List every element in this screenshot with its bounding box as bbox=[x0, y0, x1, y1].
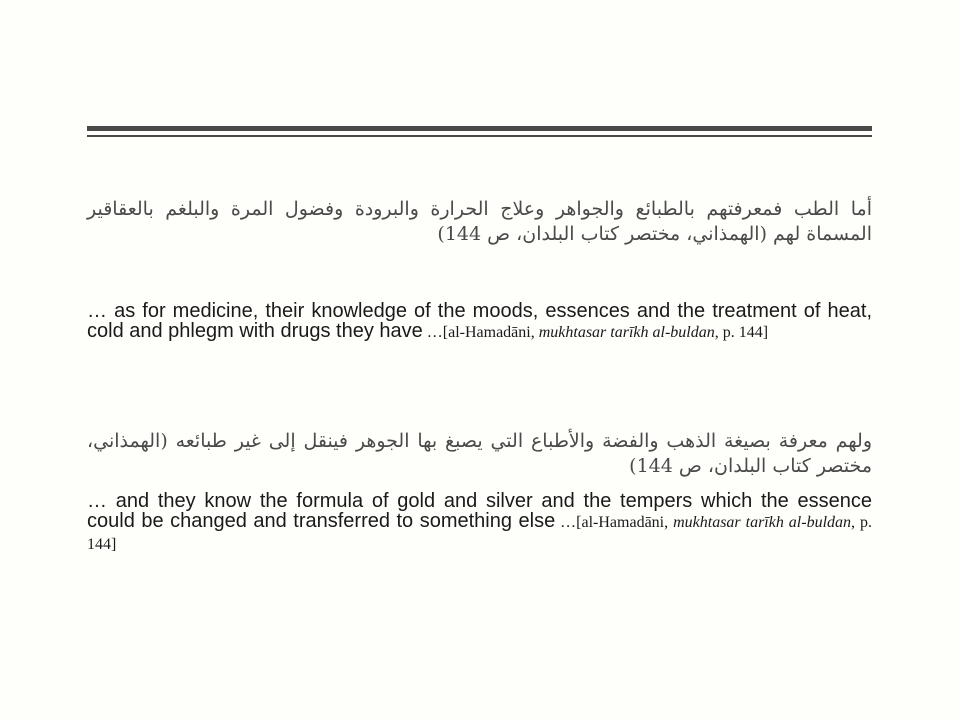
citation-prefix: …[al-Hamadāni, bbox=[422, 324, 539, 341]
citation-title: mukhtasar tarīkh al-buldan bbox=[538, 324, 715, 341]
header-rule-thick bbox=[87, 126, 872, 131]
citation-suffix: , p. 144] bbox=[714, 324, 769, 341]
english-translation-medicine bbox=[87, 301, 872, 343]
citation-prefix: …[al-Hamadāni, bbox=[555, 514, 674, 531]
header-rule-thin bbox=[87, 135, 872, 137]
arabic-quote-medicine: أما الطب فمعرفتهم بالطبائع والجواهر وعلاج الحرارة والبرودة وفضول المرة والبلغم بالعقاقير المسماة لهم (الهمذاني، مختصر كتاب البلدان، ص 144) bbox=[87, 198, 872, 245]
citation bbox=[423, 324, 768, 341]
english-text: … as for medicine, their knowledge of the moods, essences and the treatment of heat, cold and phlegm with drugs they have bbox=[87, 300, 872, 342]
arabic-quote-alchemy: ولهم معرفة بصيغة الذهب والفضة والأطباع التي يصبغ بها الجوهر فينقل إلى غير طبائعه (الهمذاني، مختصر كتاب البلدان، ص 144) bbox=[87, 430, 872, 477]
english-translation-alchemy bbox=[87, 491, 872, 555]
english-text: … and they know the formula of gold and silver and the tempers which the essence could be changed and transferred to something else bbox=[87, 490, 872, 532]
citation-title: mukhtasar tarīkh al-buldan bbox=[673, 514, 852, 531]
citation-suffix: , p. 144] bbox=[87, 514, 872, 553]
